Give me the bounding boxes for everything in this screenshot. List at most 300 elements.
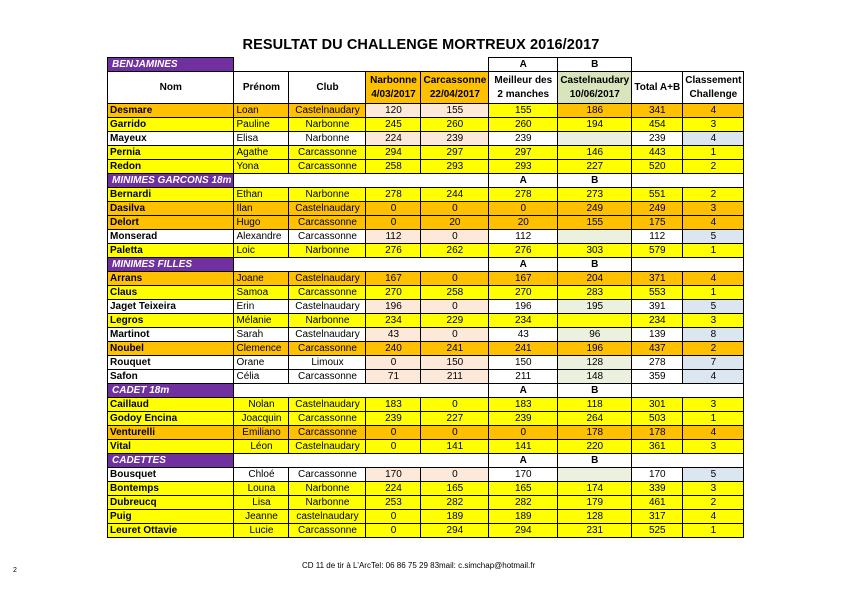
narbonne-score-cell: 0 xyxy=(366,426,421,440)
castelnaudary-score-cell: 283 xyxy=(558,286,632,300)
castelnaudary-score-cell: 195 xyxy=(558,300,632,314)
section-label: CADETTES xyxy=(108,454,234,468)
footer-contact: CD 11 de tir à L'ArcTel: 06 86 75 29 83mail: c.simchap@hotmail.fr xyxy=(302,561,536,570)
best-score-cell: 170 xyxy=(489,468,558,482)
total-cell: 579 xyxy=(632,244,683,258)
castelnaudary-score-cell: 303 xyxy=(558,244,632,258)
ranking-cell: 4 xyxy=(683,104,744,118)
header-line: Carcassonne xyxy=(423,74,487,86)
nom-cell: Delort xyxy=(108,216,234,230)
column-b-label: B xyxy=(558,384,632,398)
castelnaudary-score-cell: 155 xyxy=(558,216,632,230)
castelnaudary-score-cell: 96 xyxy=(558,328,632,342)
best-score-cell: 276 xyxy=(489,244,558,258)
prenom-cell: Ilan xyxy=(234,202,289,216)
table-row xyxy=(108,300,744,314)
ranking-cell: 3 xyxy=(683,440,744,454)
table-row xyxy=(108,118,744,132)
best-score-cell: 294 xyxy=(489,524,558,538)
carcassonne-score-cell: 155 xyxy=(421,104,489,118)
spacer-cell xyxy=(632,454,744,468)
total-cell: 461 xyxy=(632,496,683,510)
narbonne-score-cell: 167 xyxy=(366,272,421,286)
narbonne-score-cell: 270 xyxy=(366,286,421,300)
club-cell: Carcassonne xyxy=(289,160,366,174)
carcassonne-score-cell: 189 xyxy=(421,510,489,524)
column-a-label: A xyxy=(489,174,558,188)
club-cell: Carcassonne xyxy=(289,370,366,384)
best-score-cell: 112 xyxy=(489,230,558,244)
narbonne-score-cell: 120 xyxy=(366,104,421,118)
header-line: Narbonne xyxy=(370,74,417,86)
ranking-cell: 4 xyxy=(683,370,744,384)
carcassonne-score-cell: 150 xyxy=(421,356,489,370)
nom-cell: Rouquet xyxy=(108,356,234,370)
prenom-cell: Jeanne xyxy=(234,510,289,524)
prenom-cell: Lucie xyxy=(234,524,289,538)
club-cell: Carcassonne xyxy=(289,412,366,426)
best-score-cell: 150 xyxy=(489,356,558,370)
nom-cell: Vital xyxy=(108,440,234,454)
club-cell: Castelnaudary xyxy=(289,398,366,412)
narbonne-score-cell: 170 xyxy=(366,468,421,482)
narbonne-score-cell: 43 xyxy=(366,328,421,342)
castelnaudary-score-cell: 249 xyxy=(558,202,632,216)
ranking-cell: 4 xyxy=(683,272,744,286)
ranking-cell: 4 xyxy=(683,132,744,146)
nom-cell: Monserad xyxy=(108,230,234,244)
section-header-row xyxy=(108,454,744,468)
ranking-cell: 2 xyxy=(683,188,744,202)
castelnaudary-score-cell: 196 xyxy=(558,342,632,356)
total-cell: 341 xyxy=(632,104,683,118)
club-cell: Castelnaudary xyxy=(289,300,366,314)
table-row xyxy=(108,286,744,300)
total-cell: 553 xyxy=(632,286,683,300)
best-score-cell: 0 xyxy=(489,426,558,440)
col-best-header xyxy=(489,72,558,104)
best-score-cell: 270 xyxy=(489,286,558,300)
narbonne-score-cell: 276 xyxy=(366,244,421,258)
club-cell: Castelnaudary xyxy=(289,272,366,286)
best-score-cell: 183 xyxy=(489,398,558,412)
total-cell: 317 xyxy=(632,510,683,524)
section-header-row xyxy=(108,258,744,272)
narbonne-score-cell: 294 xyxy=(366,146,421,160)
nom-cell: Bernardi xyxy=(108,188,234,202)
ranking-cell: 5 xyxy=(683,300,744,314)
narbonne-score-cell: 240 xyxy=(366,342,421,356)
prenom-cell: Nolan xyxy=(234,398,289,412)
castelnaudary-score-cell: 118 xyxy=(558,398,632,412)
best-score-cell: 43 xyxy=(489,328,558,342)
col-club-header xyxy=(289,72,366,104)
nom-cell: Dasilva xyxy=(108,202,234,216)
narbonne-score-cell: 253 xyxy=(366,496,421,510)
column-b-label: B xyxy=(558,58,632,72)
best-score-cell: 196 xyxy=(489,300,558,314)
club-cell: Carcassonne xyxy=(289,426,366,440)
prenom-cell: Joacquin xyxy=(234,412,289,426)
castelnaudary-score-cell xyxy=(558,132,632,146)
header-line: Challenge xyxy=(689,88,738,100)
nom-cell: Bontemps xyxy=(108,482,234,496)
prenom-cell: Pauline xyxy=(234,118,289,132)
column-b-label: B xyxy=(558,258,632,272)
prenom-cell: Clemence xyxy=(234,342,289,356)
table-row xyxy=(108,328,744,342)
prenom-cell: Elisa xyxy=(234,132,289,146)
spacer-cell xyxy=(632,174,744,188)
castelnaudary-score-cell: 194 xyxy=(558,118,632,132)
ranking-cell: 7 xyxy=(683,356,744,370)
narbonne-score-cell: 224 xyxy=(366,482,421,496)
carcassonne-score-cell: 262 xyxy=(421,244,489,258)
best-score-cell: 239 xyxy=(489,132,558,146)
prenom-cell: Emiliano xyxy=(234,426,289,440)
nom-cell: Bousquet xyxy=(108,468,234,482)
nom-cell: Martinot xyxy=(108,328,234,342)
best-score-cell: 189 xyxy=(489,510,558,524)
total-cell: 278 xyxy=(632,356,683,370)
ranking-cell: 3 xyxy=(683,398,744,412)
total-cell: 503 xyxy=(632,412,683,426)
nom-cell: Godoy Encina xyxy=(108,412,234,426)
ranking-cell: 2 xyxy=(683,342,744,356)
header-line: 10/06/2017 xyxy=(569,88,620,100)
club-cell: Carcassonne xyxy=(289,146,366,160)
castelnaudary-score-cell: 220 xyxy=(558,440,632,454)
narbonne-score-cell: 112 xyxy=(366,230,421,244)
table-row xyxy=(108,496,744,510)
header-line: 2 manches xyxy=(497,88,550,100)
castelnaudary-score-cell: 273 xyxy=(558,188,632,202)
col-ranking-header xyxy=(683,72,744,104)
total-cell: 249 xyxy=(632,202,683,216)
header-line: Total A+B xyxy=(634,81,681,93)
ranking-cell: 2 xyxy=(683,496,744,510)
narbonne-score-cell: 224 xyxy=(366,132,421,146)
nom-cell: Dubreucq xyxy=(108,496,234,510)
ranking-cell: 4 xyxy=(683,426,744,440)
narbonne-score-cell: 196 xyxy=(366,300,421,314)
table-row xyxy=(108,524,744,538)
best-score-cell: 234 xyxy=(489,314,558,328)
section-header-row xyxy=(108,58,744,72)
col-nom-header xyxy=(108,72,234,104)
castelnaudary-score-cell xyxy=(558,468,632,482)
ranking-cell: 8 xyxy=(683,328,744,342)
nom-cell: Paletta xyxy=(108,244,234,258)
narbonne-score-cell: 234 xyxy=(366,314,421,328)
table-row xyxy=(108,244,744,258)
carcassonne-score-cell: 241 xyxy=(421,342,489,356)
column-a-label: A xyxy=(489,384,558,398)
table-row xyxy=(108,160,744,174)
page-title: RESULTAT DU CHALLENGE MORTREUX 2016/2017 xyxy=(242,37,600,53)
castelnaudary-score-cell: 179 xyxy=(558,496,632,510)
carcassonne-score-cell: 211 xyxy=(421,370,489,384)
prenom-cell: Célia xyxy=(234,370,289,384)
total-cell: 454 xyxy=(632,118,683,132)
total-cell: 443 xyxy=(632,146,683,160)
castelnaudary-score-cell xyxy=(558,314,632,328)
carcassonne-score-cell: 141 xyxy=(421,440,489,454)
carcassonne-score-cell: 0 xyxy=(421,426,489,440)
spacer-cell xyxy=(632,384,744,398)
castelnaudary-score-cell: 204 xyxy=(558,272,632,286)
table-row xyxy=(108,272,744,286)
table-row xyxy=(108,132,744,146)
narbonne-score-cell: 183 xyxy=(366,398,421,412)
total-cell: 520 xyxy=(632,160,683,174)
castelnaudary-score-cell: 264 xyxy=(558,412,632,426)
nom-cell: Caillaud xyxy=(108,398,234,412)
best-score-cell: 282 xyxy=(489,496,558,510)
carcassonne-score-cell: 227 xyxy=(421,412,489,426)
narbonne-score-cell: 0 xyxy=(366,216,421,230)
prenom-cell: Ethan xyxy=(234,188,289,202)
table-row xyxy=(108,104,744,118)
club-cell: Limoux xyxy=(289,356,366,370)
prenom-cell: Agathe xyxy=(234,146,289,160)
prenom-cell: Loic xyxy=(234,244,289,258)
best-score-cell: 260 xyxy=(489,118,558,132)
club-cell: castelnaudary xyxy=(289,510,366,524)
carcassonne-score-cell: 229 xyxy=(421,314,489,328)
spacer-cell xyxy=(234,454,489,468)
narbonne-score-cell: 0 xyxy=(366,202,421,216)
narbonne-score-cell: 0 xyxy=(366,356,421,370)
header-line: Classement xyxy=(685,74,742,86)
column-b-label: B xyxy=(558,174,632,188)
club-cell: Narbonne xyxy=(289,244,366,258)
table-row xyxy=(108,356,744,370)
spacer-cell xyxy=(234,174,489,188)
spacer-cell xyxy=(234,58,489,72)
table-row xyxy=(108,440,744,454)
best-score-cell: 20 xyxy=(489,216,558,230)
total-cell: 301 xyxy=(632,398,683,412)
total-cell: 437 xyxy=(632,342,683,356)
header-line: 22/04/2017 xyxy=(429,88,480,100)
nom-cell: Jaget Teixeira xyxy=(108,300,234,314)
castelnaudary-score-cell: 174 xyxy=(558,482,632,496)
header-line: 4/03/2017 xyxy=(371,88,416,100)
ranking-cell: 3 xyxy=(683,482,744,496)
section-header-row xyxy=(108,384,744,398)
spacer-cell xyxy=(234,384,489,398)
header-line: Prénom xyxy=(242,81,281,93)
castelnaudary-score-cell: 186 xyxy=(558,104,632,118)
club-cell: Carcassonne xyxy=(289,286,366,300)
column-a-label: A xyxy=(489,454,558,468)
nom-cell: Puig xyxy=(108,510,234,524)
nom-cell: Legros xyxy=(108,314,234,328)
total-cell: 359 xyxy=(632,370,683,384)
total-cell: 391 xyxy=(632,300,683,314)
narbonne-score-cell: 0 xyxy=(366,524,421,538)
prenom-cell: Léon xyxy=(234,440,289,454)
ranking-cell: 1 xyxy=(683,412,744,426)
ranking-cell: 5 xyxy=(683,468,744,482)
prenom-cell: Loan xyxy=(234,104,289,118)
total-cell: 175 xyxy=(632,216,683,230)
club-cell: Narbonne xyxy=(289,482,366,496)
club-cell: Castelnaudary xyxy=(289,440,366,454)
prenom-cell: Mélanie xyxy=(234,314,289,328)
spacer-cell xyxy=(632,258,744,272)
table-row xyxy=(108,202,744,216)
club-cell: Carcassonne xyxy=(289,216,366,230)
table-row xyxy=(108,216,744,230)
club-cell: Castelnaudary xyxy=(289,202,366,216)
castelnaudary-score-cell: 231 xyxy=(558,524,632,538)
carcassonne-score-cell: 0 xyxy=(421,398,489,412)
column-a-label: A xyxy=(489,58,558,72)
club-cell: Carcassonne xyxy=(289,468,366,482)
ranking-cell: 3 xyxy=(683,202,744,216)
ranking-cell: 1 xyxy=(683,524,744,538)
nom-cell: Claus xyxy=(108,286,234,300)
header-line: Castelnaudary xyxy=(560,74,630,86)
total-cell: 371 xyxy=(632,272,683,286)
nom-cell: Redon xyxy=(108,160,234,174)
carcassonne-score-cell: 0 xyxy=(421,272,489,286)
carcassonne-score-cell: 0 xyxy=(421,328,489,342)
carcassonne-score-cell: 244 xyxy=(421,188,489,202)
best-score-cell: 167 xyxy=(489,272,558,286)
prenom-cell: Joane xyxy=(234,272,289,286)
col-prenom-header xyxy=(234,72,289,104)
table-row xyxy=(108,412,744,426)
section-label: CADET 18m xyxy=(108,384,234,398)
carcassonne-score-cell: 0 xyxy=(421,468,489,482)
narbonne-score-cell: 245 xyxy=(366,118,421,132)
castelnaudary-score-cell: 128 xyxy=(558,510,632,524)
ranking-cell: 1 xyxy=(683,244,744,258)
castelnaudary-score-cell: 146 xyxy=(558,146,632,160)
carcassonne-score-cell: 294 xyxy=(421,524,489,538)
narbonne-score-cell: 258 xyxy=(366,160,421,174)
ranking-cell: 5 xyxy=(683,230,744,244)
club-cell: Castelnaudary xyxy=(289,104,366,118)
total-cell: 234 xyxy=(632,314,683,328)
nom-cell: Venturelli xyxy=(108,426,234,440)
page-number: 2 xyxy=(13,567,17,574)
club-cell: Narbonne xyxy=(289,132,366,146)
prenom-cell: Hugo xyxy=(234,216,289,230)
nom-cell: Mayeux xyxy=(108,132,234,146)
spacer-cell xyxy=(632,58,744,72)
total-cell: 112 xyxy=(632,230,683,244)
table-row xyxy=(108,510,744,524)
nom-cell: Desmare xyxy=(108,104,234,118)
ranking-cell: 4 xyxy=(683,216,744,230)
total-cell: 551 xyxy=(632,188,683,202)
prenom-cell: Lisa xyxy=(234,496,289,510)
table-row xyxy=(108,370,744,384)
castelnaudary-score-cell: 227 xyxy=(558,160,632,174)
table-row xyxy=(108,230,744,244)
col-carcassonne-header xyxy=(421,72,489,104)
narbonne-score-cell: 0 xyxy=(366,510,421,524)
nom-cell: Garrido xyxy=(108,118,234,132)
narbonne-score-cell: 71 xyxy=(366,370,421,384)
castelnaudary-score-cell: 128 xyxy=(558,356,632,370)
table-row xyxy=(108,426,744,440)
col-castelnaudary-header xyxy=(558,72,632,104)
ranking-cell: 1 xyxy=(683,286,744,300)
carcassonne-score-cell: 239 xyxy=(421,132,489,146)
table-row xyxy=(108,398,744,412)
castelnaudary-score-cell xyxy=(558,230,632,244)
carcassonne-score-cell: 260 xyxy=(421,118,489,132)
table-row xyxy=(108,146,744,160)
ranking-cell: 3 xyxy=(683,118,744,132)
nom-cell: Noubel xyxy=(108,342,234,356)
section-header-row xyxy=(108,174,744,188)
prenom-cell: Erin xyxy=(234,300,289,314)
section-label: MINIMES FILLES xyxy=(108,258,234,272)
carcassonne-score-cell: 297 xyxy=(421,146,489,160)
total-cell: 339 xyxy=(632,482,683,496)
prenom-cell: Orane xyxy=(234,356,289,370)
carcassonne-score-cell: 282 xyxy=(421,496,489,510)
best-score-cell: 239 xyxy=(489,412,558,426)
total-cell: 239 xyxy=(632,132,683,146)
ranking-cell: 2 xyxy=(683,160,744,174)
carcassonne-score-cell: 293 xyxy=(421,160,489,174)
header-line: Meilleur des xyxy=(494,74,553,86)
nom-cell: Pernia xyxy=(108,146,234,160)
total-cell: 139 xyxy=(632,328,683,342)
table-row xyxy=(108,314,744,328)
column-b-label: B xyxy=(558,454,632,468)
section-label: BENJAMINES xyxy=(108,58,234,72)
club-cell: Narbonne xyxy=(289,188,366,202)
section-label: MINIMES GARCONS 18m xyxy=(108,174,234,188)
best-score-cell: 278 xyxy=(489,188,558,202)
club-cell: Carcassonne xyxy=(289,342,366,356)
total-cell: 361 xyxy=(632,440,683,454)
header-line: Nom xyxy=(159,81,182,93)
narbonne-score-cell: 0 xyxy=(366,440,421,454)
ranking-cell: 1 xyxy=(683,146,744,160)
header-line: Club xyxy=(316,81,339,93)
narbonne-score-cell: 278 xyxy=(366,188,421,202)
club-cell: Narbonne xyxy=(289,118,366,132)
prenom-cell: Chloé xyxy=(234,468,289,482)
carcassonne-score-cell: 258 xyxy=(421,286,489,300)
table-row xyxy=(108,468,744,482)
ranking-cell: 4 xyxy=(683,510,744,524)
best-score-cell: 211 xyxy=(489,370,558,384)
nom-cell: Safon xyxy=(108,370,234,384)
prenom-cell: Sarah xyxy=(234,328,289,342)
best-score-cell: 165 xyxy=(489,482,558,496)
nom-cell: Arrans xyxy=(108,272,234,286)
carcassonne-score-cell: 20 xyxy=(421,216,489,230)
table-row xyxy=(108,188,744,202)
club-cell: Narbonne xyxy=(289,496,366,510)
total-cell: 525 xyxy=(632,524,683,538)
total-cell: 170 xyxy=(632,468,683,482)
column-a-label: A xyxy=(489,258,558,272)
carcassonne-score-cell: 0 xyxy=(421,300,489,314)
best-score-cell: 297 xyxy=(489,146,558,160)
best-score-cell: 155 xyxy=(489,104,558,118)
